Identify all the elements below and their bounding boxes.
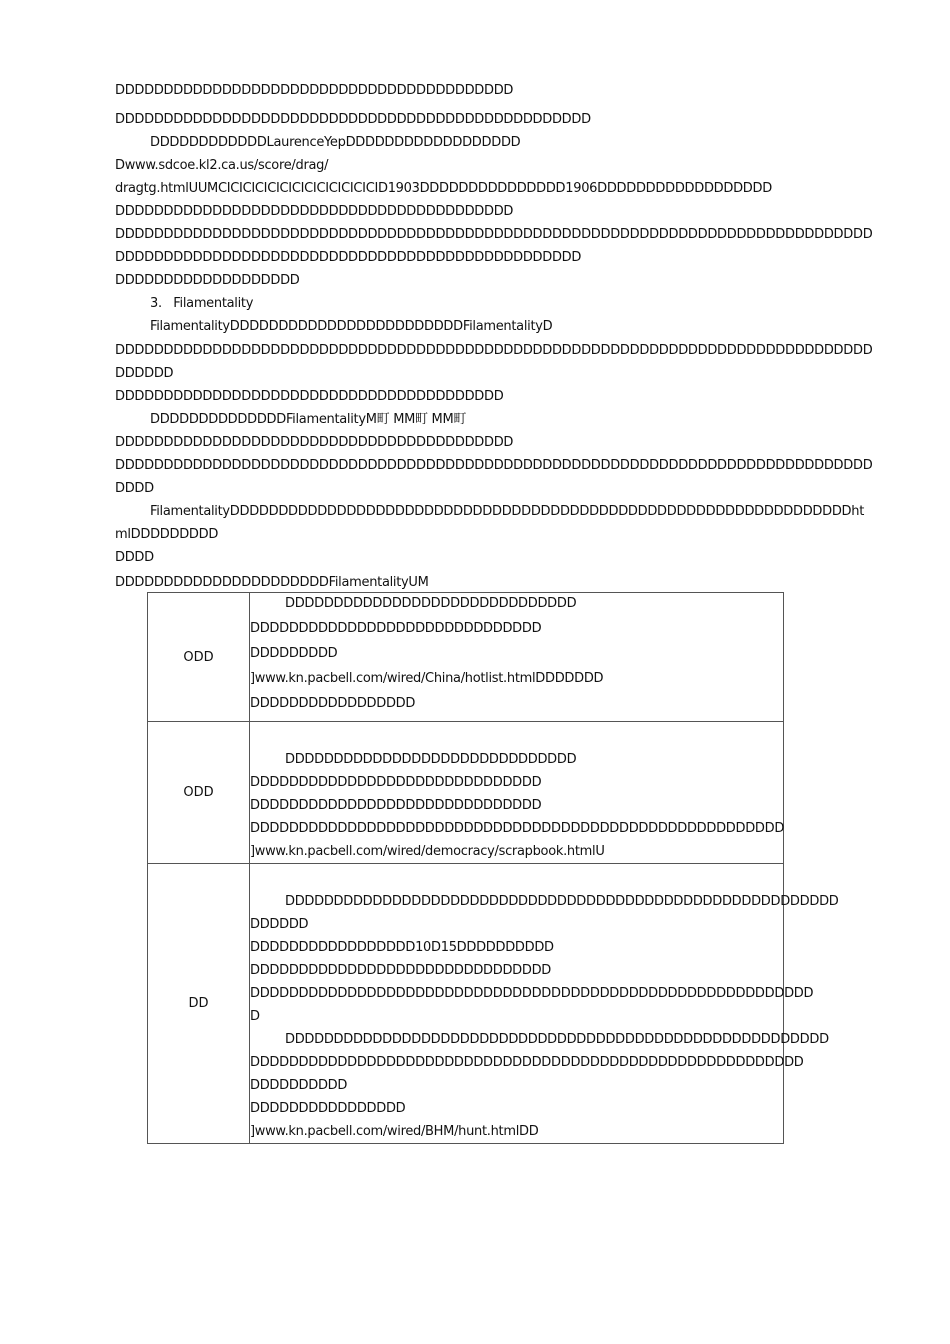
cell-line: DDDDDDDDDD [250, 1078, 348, 1093]
cell-line: DDDDDDDDDDDDDDDDDDDDDDDDDDDDDD [250, 621, 542, 636]
row-content [250, 722, 784, 864]
paragraph-line: dragtg.htmlUUMCICICICICICICICICICICICICID1903DDDDDDDDDDDDDDD1906DDDDDDDDDDDDDDDDDD [115, 181, 772, 196]
cell-line: DDDDDDDDDDDDDDDDD10D15DDDDDDDDDD [250, 940, 554, 955]
cell-line: D [250, 1009, 260, 1024]
cell-line: DDDDDDDDD [250, 646, 338, 661]
paragraph-line: DDDDDDDDDDDDDDDDDDDDDDDDDDDDDDDDDDDDDDDDDDDDDDDDDDDDDDDDDDDDDDDDDDDDDDDDDDDDDD [115, 343, 873, 358]
paragraph-line: DDDDDDDDDDDDDDDDDDDDDDDDDDDDDDDDDDDDDDDDDDDDDDDD [115, 250, 582, 265]
row-label: ODD [148, 593, 250, 722]
cell-line: DDDDDDDDDDDDDDDDD [250, 696, 416, 711]
paragraph-line: DDDDDDDDDDDDDDDDDDDDDDDDDDDDDDDDDDDDDDDDD [115, 435, 514, 450]
paragraph-line: DDDDDDDDDDDDDDDDDDDDDDDDDDDDDDDDDDDDDDDDDDDDDDDDD [115, 112, 591, 127]
row-label: ODD [148, 722, 250, 864]
table-row [148, 722, 784, 864]
paragraph-line: DDDDDDDDDDDDDDDDDDDDDDDDDDDDDDDDDDDDDDDDD [115, 83, 514, 98]
paragraph-line: DDDDDDDDDDDDDDDDDDD [115, 273, 300, 288]
paragraph-line: FilamentalityDDDDDDDDDDDDDDDDDDDDDDDDFilamentalityD [150, 319, 553, 334]
paragraph-line: DDDD [115, 481, 154, 496]
paragraph-line: Dwww.sdcoe.kl2.ca.us/score/drag/ [115, 158, 329, 173]
paragraph-line: DDDDDDDDDDDDDDDDDDDDDDFilamentalityUM [115, 575, 429, 590]
paragraph-line: DDDDDD [115, 366, 174, 381]
table-row [148, 864, 784, 1144]
url-text: ]www.kn.pacbell.com/wired/China/hotlist.htmlDDDDDDD [250, 671, 604, 686]
paragraph-line: DDDDDDDDDDDDDDDDDDDDDDDDDDDDDDDDDDDDDDDDDDDDDDDDDDDDDDDDDDDDDDDDDDDDDDDDDDDDDD [115, 458, 873, 473]
paragraph-line: FilamentalityDDDDDDDDDDDDDDDDDDDDDDDDDDDDDDDDDDDDDDDDDDDDDDDDDDDDDDDDDDDDDDDDht [150, 504, 864, 519]
cell-line: DDDDDDDDDDDDDDDDDDDDDDDDDDDDDD [285, 752, 577, 767]
paragraph-line: mlDDDDDDDDD [115, 527, 219, 542]
paragraph-line: DDDDDDDDDDDDLaurenceYepDDDDDDDDDDDDDDDDDD [150, 135, 521, 150]
cell-line: DDDDDDDDDDDDDDDDDDDDDDDDDDDDDD [250, 798, 542, 813]
row-content [250, 864, 839, 1144]
paragraph-line: DDDDDDDDDDDDDDDDDDDDDDDDDDDDDDDDDDDDDDDDDDDDDDDDDDDDDDDDDDDDDDDDDDDDDDDDDDDDDD [115, 227, 873, 242]
table-row [148, 593, 784, 722]
paragraph-line: DDDDDDDDDDDDDDDDDDDDDDDDDDDDDDDDDDDDDDDDD [115, 204, 514, 219]
cell-line: DDDDDDDDDDDDDDDDDDDDDDDDDDDDDDDDDDDDDDDDDDDDDDDDDDDDDDDD [285, 1032, 829, 1047]
row-label: DD [148, 864, 250, 1144]
cell-line: DDDDDDDDDDDDDDDDDDDDDDDDDDDDDDDDDDDDDDDDDDDDDDDDDDDDDDDDD [250, 1055, 804, 1070]
paragraph-line: DDDDDDDDDDDDDDFilamentalityM町 MM町 MM町 [150, 412, 467, 427]
cell-line: DDDDDDDDDDDDDDDDDDDDDDDDDDDDDD [285, 596, 577, 611]
section-heading: 3. Filamentality [150, 296, 254, 311]
url-text: ]www.kn.pacbell.com/wired/democracy/scrapbook.htmlU [250, 844, 605, 859]
resource-table [147, 592, 839, 1144]
cell-line: DDDDDDDDDDDDDDDD [250, 1101, 406, 1116]
row-content [250, 593, 784, 722]
paragraph-line: DDDDDDDDDDDDDDDDDDDDDDDDDDDDDDDDDDDDDDDD [115, 389, 504, 404]
cell-line: DDDDDDDDDDDDDDDDDDDDDDDDDDDDDDDDDDDDDDDDDDDDDDDDDDDDDDDDD [285, 894, 839, 909]
cell-line: DDDDDDDDDDDDDDDDDDDDDDDDDDDDDDDDDDDDDDDDDDDDDDDDDDDDDDDDDD [250, 986, 814, 1001]
cell-line: DDDDDDDDDDDDDDDDDDDDDDDDDDDDDDDDDDDDDDDDDDDDDDDDDDDDDDD [250, 821, 785, 836]
cell-line: DDDDDDDDDDDDDDDDDDDDDDDDDDDDDDD [250, 963, 552, 978]
cell-line: DDDDDDDDDDDDDDDDDDDDDDDDDDDDDD [250, 775, 542, 790]
cell-line: DDDDDD [250, 917, 309, 932]
paragraph-line: DDDD [115, 550, 154, 565]
url-text: ]www.kn.pacbell.com/wired/BHM/hunt.htmlDD [250, 1124, 539, 1139]
